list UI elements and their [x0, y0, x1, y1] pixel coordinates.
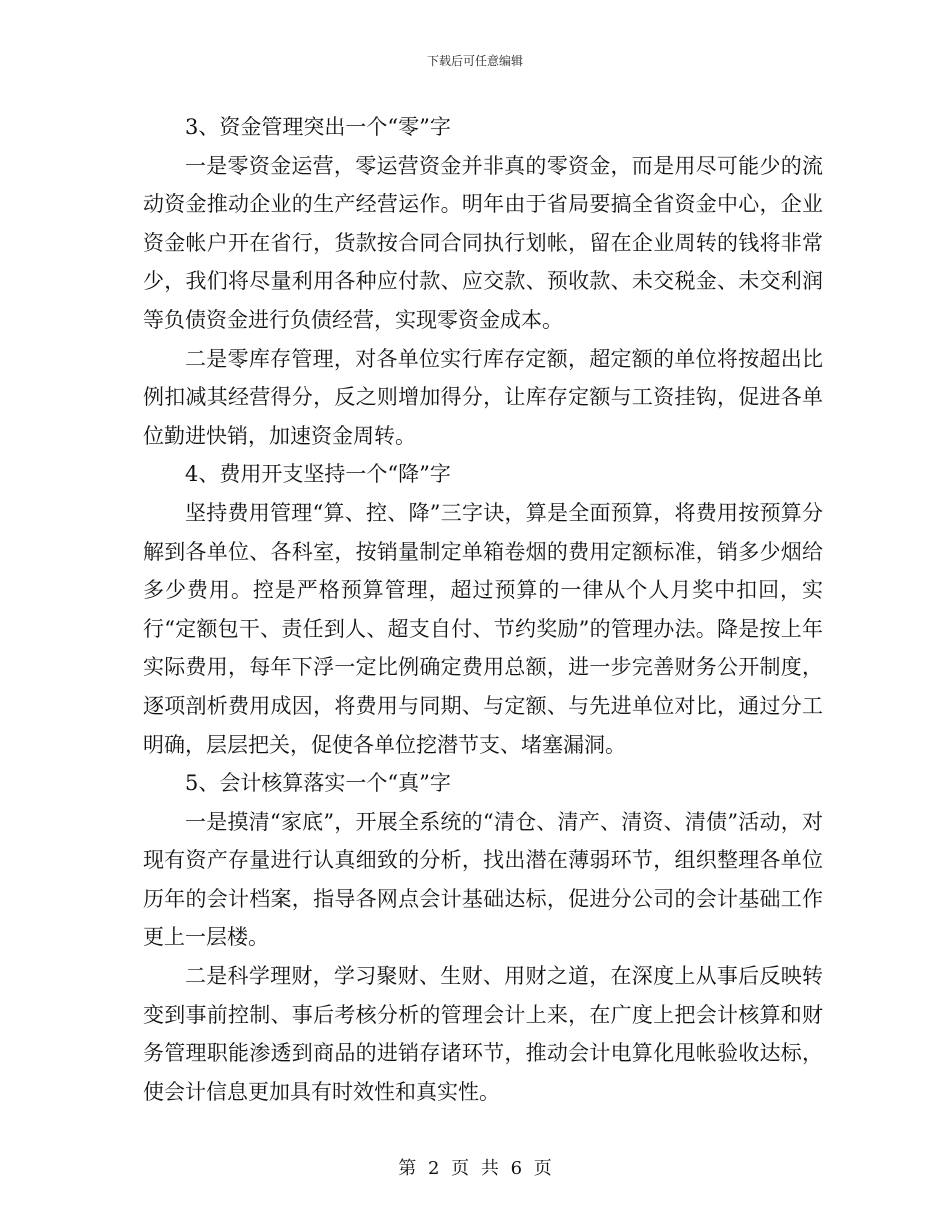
- paragraph-financial-management: 二是科学理财，学习聚财、生财、用财之道，在深度上从事后反映转变到事前控制、事后考核分析的管理会计上来，在广度上把会计核算和财务管理职能渗透到商品的进销存诸环节，推动会计电算化甩帐验收达标，使会计信息更加具有时效性和真实性。: [143, 964, 823, 1104]
- section-heading-5: 5、会计核算落实一个“真”字: [185, 771, 451, 796]
- section-heading-3: 3、资金管理突出一个“零”字: [185, 115, 451, 139]
- paragraph-zero-capital: 一是零资金运营，零运营资金并非真的零资金，而是用尽可能少的流动资金推动企业的生产经营运作。明年由于省局要搞全省资金中心，企业资金帐户开在省行，货款按合同合同执行划帐，留在企业周转的钱将非常少，我们将尽量利用各种应付款、应交款、预收款、未交税金、未交利润等负债资金进行负债经营，实现零资金成本。: [143, 153, 823, 332]
- page-header: 下载后可任意编辑: [426, 54, 523, 68]
- page-number: 第 2 页 共 6 页: [398, 1158, 552, 1179]
- paragraph-zero-inventory: 二是零库存管理，对各单位实行库存定额，超定额的单位将按超出比例扣减其经营得分，反之则增加得分，让库存定额与工资挂钩，促进各单位勤进快销，加速资金周转。: [143, 346, 823, 448]
- section-heading-4: 4、费用开支坚持一个“降”字: [185, 462, 451, 487]
- paragraph-asset-audit: 一是摸清“家底”，开展全系统的“清仓、清产、清资、清债”活动，对现有资产存量进行认真细致的分析，找出潜在薄弱环节，组织整理各单位历年的会计档案，指导各网点会计基础达标，促进分公司的会计基础工作更上一层楼。: [143, 809, 823, 950]
- paragraph-expense-control: 坚持费用管理“算、控、降”三字诀，算是全面预算，将费用按预算分解到各单位、各科室，按销量制定单箱卷烟的费用定额标准，销多少烟给多少费用。控是严格预算管理，超过预算的一律从个人月奖中扣回，实行“定额包干、责任到人、超支自付、节约奖励”的管理办法。降是按上年实际费用，每年下浮一定比例确定费用总额，进一步完善财务公开制度，逐项剖析费用成因，将费用与同期、与定额、与先进单位对比，通过分工明确，层层把关，促使各单位挖潜节支、堵塞漏洞。: [143, 500, 823, 757]
- document-body: [143, 108, 823, 1111]
